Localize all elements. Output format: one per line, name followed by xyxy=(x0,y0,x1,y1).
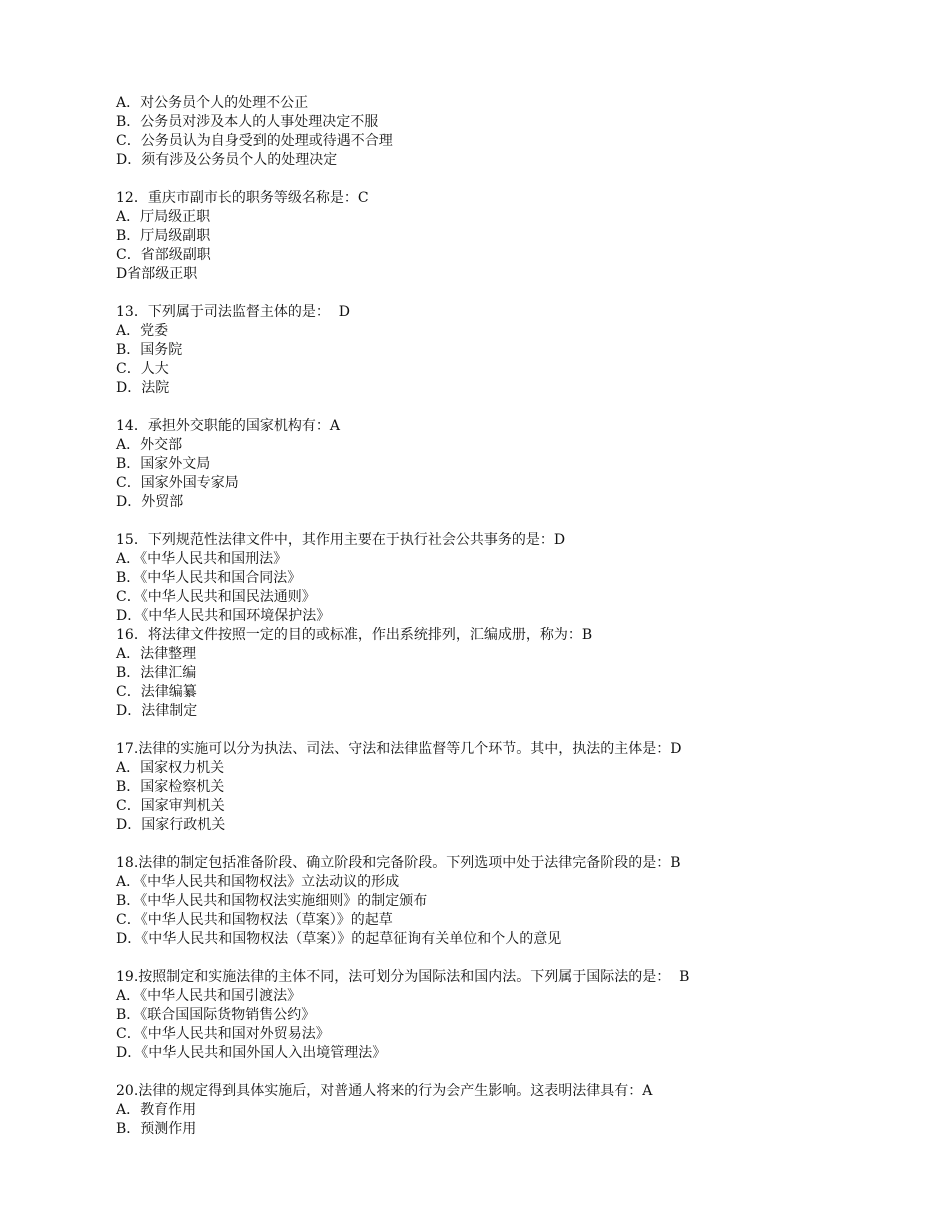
option-a: A．《中华人民共和国刑法》 xyxy=(116,551,288,567)
option-d: D．外贸部 xyxy=(116,494,184,510)
option-c: C．《中华人民共和国对外贸易法》 xyxy=(116,1026,330,1042)
question-block xyxy=(116,531,916,626)
question-block xyxy=(116,417,916,512)
option-b: B．厅局级副职 xyxy=(116,228,211,244)
option-c: C．公务员认为自身受到的处理或待遇不合理 xyxy=(116,133,393,149)
option-a: A．外交部 xyxy=(116,437,183,453)
question-text: 13．下列属于司法监督主体的是： D xyxy=(116,304,350,320)
question-block xyxy=(116,303,916,398)
option-d: D．法院 xyxy=(116,380,170,396)
question-text: 12．重庆市副市长的职务等级名称是：C xyxy=(116,190,369,206)
document-page xyxy=(116,94,916,1139)
question-block xyxy=(116,94,916,170)
option-a: A．教育作用 xyxy=(116,1102,197,1118)
option-c: C．国家审判机关 xyxy=(116,798,225,814)
option-d: D省部级正职 xyxy=(116,266,198,282)
question-text: 14．承担外交职能的国家机构有：A xyxy=(116,418,340,434)
option-d: D．须有涉及公务员个人的处理决定 xyxy=(116,152,338,168)
option-b: B．预测作用 xyxy=(116,1121,197,1137)
option-b: B．国务院 xyxy=(116,342,183,358)
option-d: D．《中华人民共和国物权法（草案）》的起草征询有关单位和个人的意见 xyxy=(116,931,562,947)
option-c: C．人大 xyxy=(116,361,169,377)
question-block xyxy=(116,740,916,835)
option-a: A．对公务员个人的处理不公正 xyxy=(116,95,309,111)
option-c: C．《中华人民共和国物权法（草案）》的起草 xyxy=(116,912,393,928)
option-b: B．国家检察机关 xyxy=(116,779,225,795)
option-b: B．《联合国国际货物销售公约》 xyxy=(116,1007,316,1023)
option-d: D．国家行政机关 xyxy=(116,817,226,833)
question-text: 18.法律的制定包括准备阶段、确立阶段和完备阶段。下列选项中处于法律完备阶段的是：B xyxy=(116,855,681,871)
question-block xyxy=(116,189,916,284)
option-b: B．法律汇编 xyxy=(116,665,197,681)
question-text: 16．将法律文件按照一定的目的或标准，作出系统排列，汇编成册，称为：B xyxy=(116,627,593,643)
option-a: A．国家权力机关 xyxy=(116,760,225,776)
option-c: C．国家外国专家局 xyxy=(116,475,239,491)
question-text: 15．下列规范性法律文件中，其作用主要在于执行社会公共事务的是：D xyxy=(116,532,566,548)
question-text: 20.法律的规定得到具体实施后，对普通人将来的行为会产生影响。这表明法律具有：A xyxy=(116,1083,653,1099)
option-a: A．《中华人民共和国物权法》立法动议的形成 xyxy=(116,874,400,890)
question-block xyxy=(116,626,916,721)
option-b: B．国家外文局 xyxy=(116,456,211,472)
option-b: B．《中华人民共和国物权法实施细则》的制定颁布 xyxy=(116,893,428,909)
question-block xyxy=(116,968,916,1063)
option-b: B．公务员对涉及本人的人事处理决定不服 xyxy=(116,114,379,130)
question-block xyxy=(116,854,916,949)
option-a: A．厅局级正职 xyxy=(116,209,211,225)
option-c: C．《中华人民共和国民法通则》 xyxy=(116,589,316,605)
option-c: C．法律编纂 xyxy=(116,684,197,700)
option-b: B．《中华人民共和国合同法》 xyxy=(116,570,302,586)
option-c: C．省部级副职 xyxy=(116,247,211,263)
option-a: A．党委 xyxy=(116,323,169,339)
question-text: 19.按照制定和实施法律的主体不同，法可划分为国际法和国内法。下列属于国际法的是： B xyxy=(116,969,690,985)
question-block xyxy=(116,1082,916,1139)
option-d: D．法律制定 xyxy=(116,703,198,719)
option-d: D．《中华人民共和国环境保护法》 xyxy=(116,608,331,624)
option-a: A．法律整理 xyxy=(116,646,197,662)
option-a: A．《中华人民共和国引渡法》 xyxy=(116,988,302,1004)
option-d: D．《中华人民共和国外国人入出境管理法》 xyxy=(116,1045,387,1061)
question-text: 17.法律的实施可以分为执法、司法、守法和法律监督等几个环节。其中，执法的主体是：D xyxy=(116,741,682,757)
